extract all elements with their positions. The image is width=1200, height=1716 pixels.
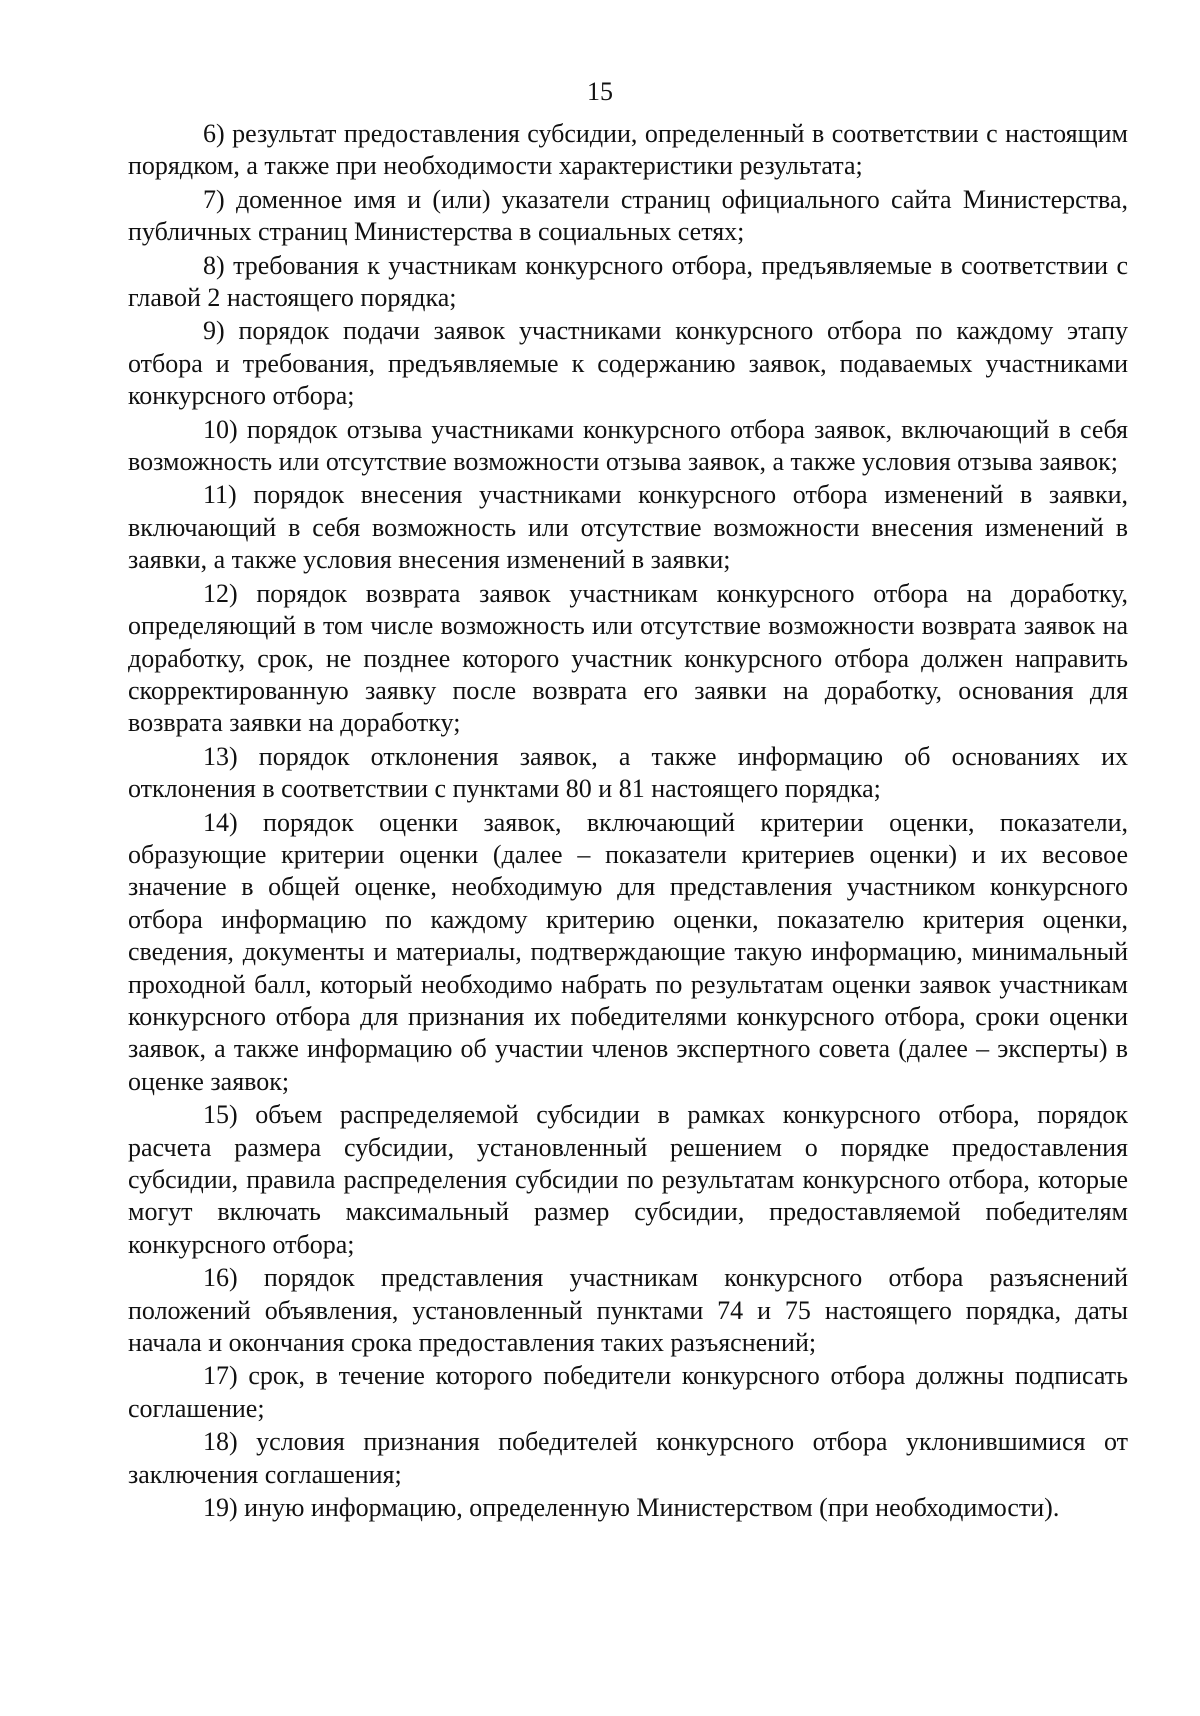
paragraph-item-16: 16) порядок представления участникам конкурсного отбора разъяснений положений объявления, установленный пунктами 74 и 75 настоящего порядка, даты начала и окончания срока предоставления таких разъяснений; [128, 1263, 1128, 1358]
paragraph-item-17: 17) срок, в течение которого победители конкурсного отбора должны подписать соглашение; [128, 1361, 1128, 1423]
paragraph-item-13: 13) порядок отклонения заявок, а также информацию об основаниях их отклонения в соответствии с пунктами 80 и 81 настоящего порядка; [128, 741, 1128, 804]
paragraph-item-7: 7) доменное имя и (или) указатели страниц официального сайта Министерства, публичных страниц Министерства в социальных сетях; [128, 184, 1128, 247]
paragraph-item-18: 18) условия признания победителей конкурсного отбора уклонившимися от заключения соглашения; [128, 1427, 1128, 1489]
paragraph-item-11: 11) порядок внесения участниками конкурсного отбора изменений в заявки, включающий в себя возможность или отсутствие возможности внесения изменений в заявки, а также условия внесения изменений в заявки; [128, 480, 1128, 575]
paragraph-item-9: 9) порядок подачи заявок участниками конкурсного отбора по каждому этапу отбора и требования, предъявляемые к содержанию заявок, подаваемых участниками конкурсного отбора; [128, 316, 1128, 411]
paragraph-item-15: 15) объем распределяемой субсидии в рамках конкурсного отбора, порядок расчета размера субсидии, установленный решением о порядке предоставления субсидии, правила распределения субсидии по результатам конкурсного отбора, которые могут включать максимальный размер субсидии, предоставляемой победителям конкурсного отбора; [128, 1100, 1128, 1259]
paragraph-item-10: 10) порядок отзыва участниками конкурсного отбора заявок, включающий в себя возможность или отсутствие возможности отзыва заявок, а также условия отзыва заявок; [128, 414, 1128, 477]
page-number: 15 [587, 77, 613, 106]
paragraph-item-12: 12) порядок возврата заявок участникам конкурсного отбора на доработку, определяющий в том числе возможность или отсутствие возможности возврата заявок на доработку, срок, не позднее которого участник конкурсного отбора должен направить скорректированную заявку после возврата его заявки на доработку, основания для возврата заявки на доработку; [128, 578, 1128, 738]
document-body [128, 118, 1128, 1525]
paragraph-item-8: 8) требования к участникам конкурсного отбора, предъявляемые в соответствии с главой 2 настоящего порядка; [128, 250, 1128, 313]
paragraph-item-14: 14) порядок оценки заявок, включающий критерии оценки, показатели, образующие критерии оценки (далее – показатели критериев оценки) и их весовое значение в общей оценке, необходимую для представления участником конкурсного отбора информацию по каждому критерию оценки, показателю критерия оценки, сведения, документы и материалы, подтверждающие такую информацию, минимальный проходной балл, который необходимо набрать по результатам оценки заявок участникам конкурсного отбора для признания их победителями конкурсного отбора, сроки оценки заявок, а также информацию об участии членов экспертного совета (далее – эксперты) в оценке заявок; [128, 807, 1128, 1096]
paragraph-item-6: 6) результат предоставления субсидии, определенный в соответствии с настоящим порядком, а также при необходимости характеристики результата; [128, 119, 1128, 181]
paragraph-item-19: 19) иную информацию, определенную Министерством (при необходимости). [203, 1493, 1060, 1523]
